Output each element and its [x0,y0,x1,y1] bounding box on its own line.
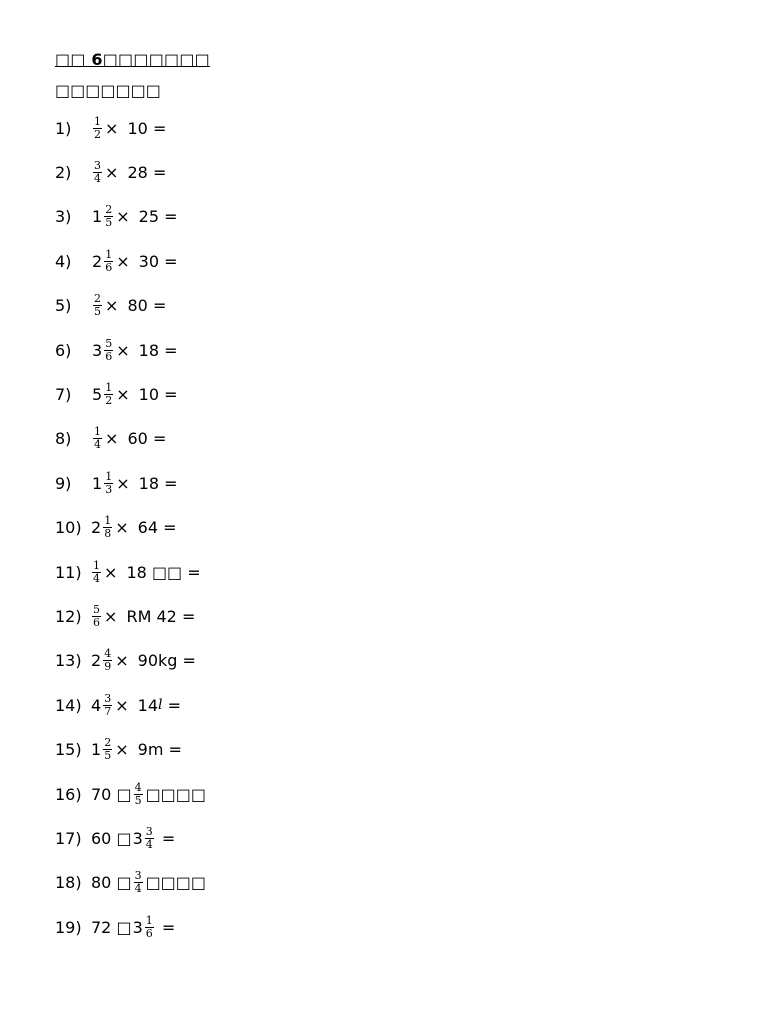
fraction-numerator: 1 [93,558,100,572]
question-item [55,905,735,949]
question-item [55,239,735,283]
question-expression [91,915,175,940]
fraction-denominator: 4 [94,172,101,186]
fraction [104,471,113,496]
fraction [103,693,112,718]
fraction-numerator: 5 [105,336,113,350]
whole-number: 1 [92,207,103,227]
question-item [55,727,735,771]
question-rest: RM 42 = [121,606,196,626]
question-rest: = [156,917,176,937]
question-rest: 28 = [122,163,167,183]
fraction-denominator: 6 [105,260,113,274]
fraction-denominator: 5 [105,216,113,230]
multiply-sign: × [116,473,130,493]
fraction-denominator: 4 [94,438,101,452]
fraction-numerator: 1 [105,381,113,395]
question-lead: 72 □ [91,917,132,937]
whole-number: 2 [91,651,102,671]
fraction-numerator: 1 [104,514,112,528]
fraction [104,204,113,229]
question-expression [91,648,196,673]
question-number: 9) [55,473,72,493]
fraction-numerator: 1 [145,913,153,927]
fraction-denominator: 6 [145,926,153,940]
fraction [104,338,113,363]
fraction [103,648,112,673]
whole-number: 1 [91,740,102,760]
fraction [93,160,102,185]
fraction [93,116,102,141]
question-expression [91,870,206,895]
question-number: 3) [55,207,72,227]
question-number: 4) [55,251,72,271]
whole-number: 4 [91,695,102,715]
fraction-denominator: 4 [145,837,153,851]
fraction-numerator: 1 [105,247,113,261]
question-item [55,150,735,194]
multiply-sign: × [116,207,130,227]
multiply-sign: × [115,518,129,538]
question-item [55,284,735,328]
fraction [92,604,101,629]
question-tail: = [162,695,182,715]
question-expression [92,293,166,318]
question-expression [91,826,175,851]
fraction-numerator: 5 [93,602,100,616]
question-rest: = [156,828,176,848]
question-expression [92,160,166,185]
question-lead: 60 □ [91,828,132,848]
question-expression [91,604,195,629]
fraction-numerator: 4 [134,780,142,794]
question-expression [91,515,177,540]
question-number: 11) [55,562,82,582]
question-item [55,683,735,727]
question-rest: 18 = [133,340,178,360]
question-expression [92,204,178,229]
question-expression [91,693,181,718]
fraction [104,382,113,407]
question-rest: 25 = [133,207,178,227]
question-number: 2) [55,163,72,183]
question-lead: 70 □ [91,784,132,804]
question-expression [92,116,166,141]
question-number: 14) [55,695,82,715]
question-item [55,372,735,416]
fraction-numerator: 2 [104,736,112,750]
fraction-denominator: 5 [104,749,112,763]
question-number: 7) [55,385,72,405]
fraction-numerator: 3 [145,824,153,838]
question-item [55,639,735,683]
question-expression [91,737,182,762]
question-item [55,195,735,239]
question-number: 12) [55,606,82,626]
question-number: 15) [55,740,82,760]
question-number: 18) [55,873,82,893]
whole-number: 2 [91,518,102,538]
question-rest: 30 = [133,251,178,271]
question-rest: 60 = [122,429,167,449]
fraction-numerator: 2 [105,203,113,217]
question-item [55,328,735,372]
question-item [55,506,735,550]
fraction-denominator: 9 [104,660,112,674]
fraction-denominator: 2 [105,394,113,408]
fraction-denominator: 5 [94,305,101,319]
question-rest: 64 = [132,518,177,538]
question-number: 5) [55,296,72,316]
whole-number: 5 [92,385,103,405]
question-item [55,461,735,505]
whole-number: 1 [92,473,103,493]
fraction-numerator: 4 [104,647,112,661]
multiply-sign: × [105,163,119,183]
question-rest: 90kg = [132,651,196,671]
fraction [145,915,154,940]
question-rest: 9m = [132,740,182,760]
multiply-sign: × [104,562,118,582]
fraction [93,426,102,451]
fraction-numerator: 3 [104,691,112,705]
fraction [92,560,101,585]
question-rest: 18 = [133,473,178,493]
question-rest: 10 = [133,385,178,405]
fraction [134,782,143,807]
question-rest: 10 = [122,118,167,138]
question-list [55,106,735,949]
fraction-denominator: 7 [104,704,112,718]
multiply-sign: × [115,695,129,715]
fraction-denominator: 6 [105,349,113,363]
fraction-denominator: 5 [134,793,142,807]
multiply-sign: × [105,118,119,138]
question-rest: 80 = [122,296,167,316]
worksheet-instruction: □□□□□□□ [55,81,161,100]
question-number: 16) [55,784,82,804]
question-item [55,106,735,150]
whole-number: 2 [92,251,103,271]
fraction-denominator: 2 [94,127,101,141]
multiply-sign: × [105,429,119,449]
fraction-numerator: 1 [94,114,101,128]
question-item [55,550,735,594]
fraction-numerator: 3 [94,159,101,173]
question-item [55,417,735,461]
question-number: 13) [55,651,82,671]
multiply-sign: × [116,251,130,271]
fraction [104,249,113,274]
question-number: 8) [55,429,72,449]
question-expression [92,338,178,363]
question-expression [92,249,178,274]
question-number: 10) [55,518,82,538]
fraction-denominator: 3 [105,482,113,496]
question-expression [91,560,201,585]
question-expression [92,382,178,407]
question-rest: □□□□ [145,873,207,893]
whole-number: 3 [132,917,143,937]
question-item [55,772,735,816]
fraction-denominator: 8 [104,527,112,541]
fraction [145,826,154,851]
whole-number: 3 [92,340,103,360]
question-item [55,594,735,638]
fraction-numerator: 1 [94,425,101,439]
fraction-denominator: 4 [93,571,100,585]
multiply-sign: × [116,385,130,405]
question-number: 17) [55,828,82,848]
question-number: 1) [55,118,72,138]
question-expression [92,426,166,451]
fraction-denominator: 4 [134,882,142,896]
question-expression [92,471,178,496]
fraction [103,737,112,762]
multiply-sign: × [105,296,119,316]
fraction-numerator: 1 [105,469,113,483]
question-number: 6) [55,340,72,360]
question-item [55,861,735,905]
multiply-sign: × [115,651,129,671]
worksheet-title: □□ 6□□□□□□□ [55,50,210,69]
question-rest: 18 □□ = [121,562,201,582]
multiply-sign: × [115,740,129,760]
fraction [93,293,102,318]
fraction-numerator: 3 [134,869,142,883]
multiply-sign: × [104,606,118,626]
question-item [55,816,735,860]
question-expression [91,782,206,807]
fraction-numerator: 2 [94,292,101,306]
question-lead: 80 □ [91,873,132,893]
question-rest: □□□□ [145,784,207,804]
fraction [103,515,112,540]
whole-number: 3 [132,828,143,848]
litre-unit: l [158,697,163,714]
fraction-denominator: 6 [93,615,100,629]
question-rest: 14 [132,695,159,715]
fraction [134,870,143,895]
question-number: 19) [55,917,82,937]
multiply-sign: × [116,340,130,360]
